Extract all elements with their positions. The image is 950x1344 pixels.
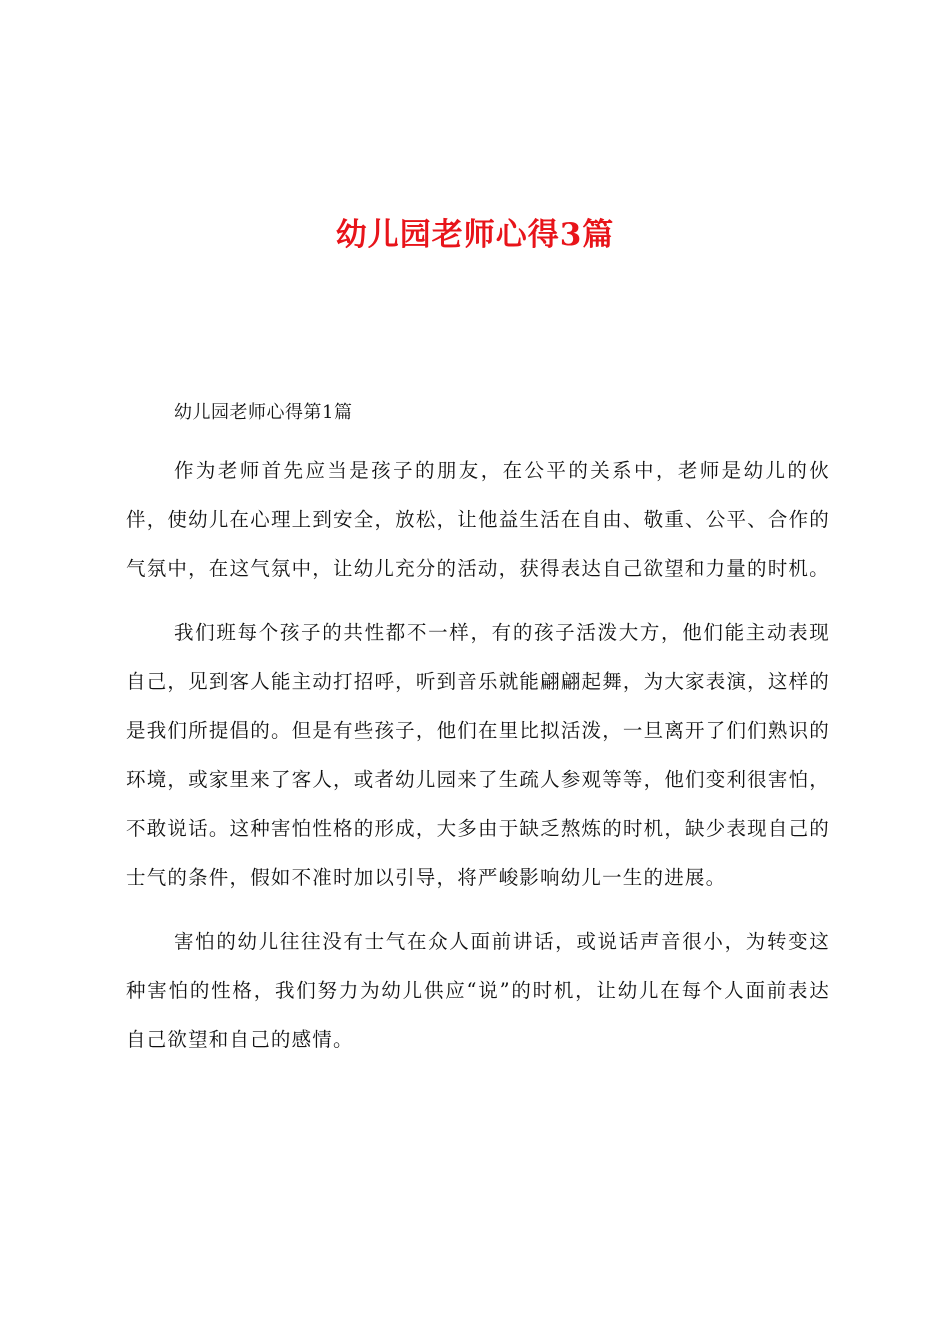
paragraph: 作为老师首先应当是孩子的朋友，在公平的关系中，老师是幼儿的伙伴，使幼儿在心理上到安全，放松，让他益生活在自由、敬重、公平、合作的气氛中，在这气氛中，让幼儿充分的活动，获得表达自己欲望和力量的时机。 [126,459,830,580]
document-body [126,446,830,1079]
document-title: 幼儿园老师心得3篇 [335,217,615,253]
paragraph: 我们班每个孩子的共性都不一样，有的孩子活泼大方，他们能主动表现自己，见到客人能主动打招呼，听到音乐就能翩翩起舞，为大家表演，这样的是我们所提倡的。但是有些孩子，他们在里比拟活泼，一旦离开了们们熟识的环境，或家里来了客人，或者幼儿园来了生疏人参观等等，他们变利很害怕，不敢说话。这种害怕性格的形成，大多由于缺乏熬炼的时机，缺少表现自己的士气的条件，假如不准时加以引导，将严峻影响幼儿一生的进展。 [126,621,830,889]
paragraph: 害怕的幼儿往往没有士气在众人面前讲话，或说话声音很小，为转变这种害怕的性格，我们努力为幼儿供应“说”的时机，让幼儿在每个人面前表达自己欲望和自己的感情。 [126,930,830,1051]
section-heading: 幼儿园老师心得第1篇 [174,402,353,423]
